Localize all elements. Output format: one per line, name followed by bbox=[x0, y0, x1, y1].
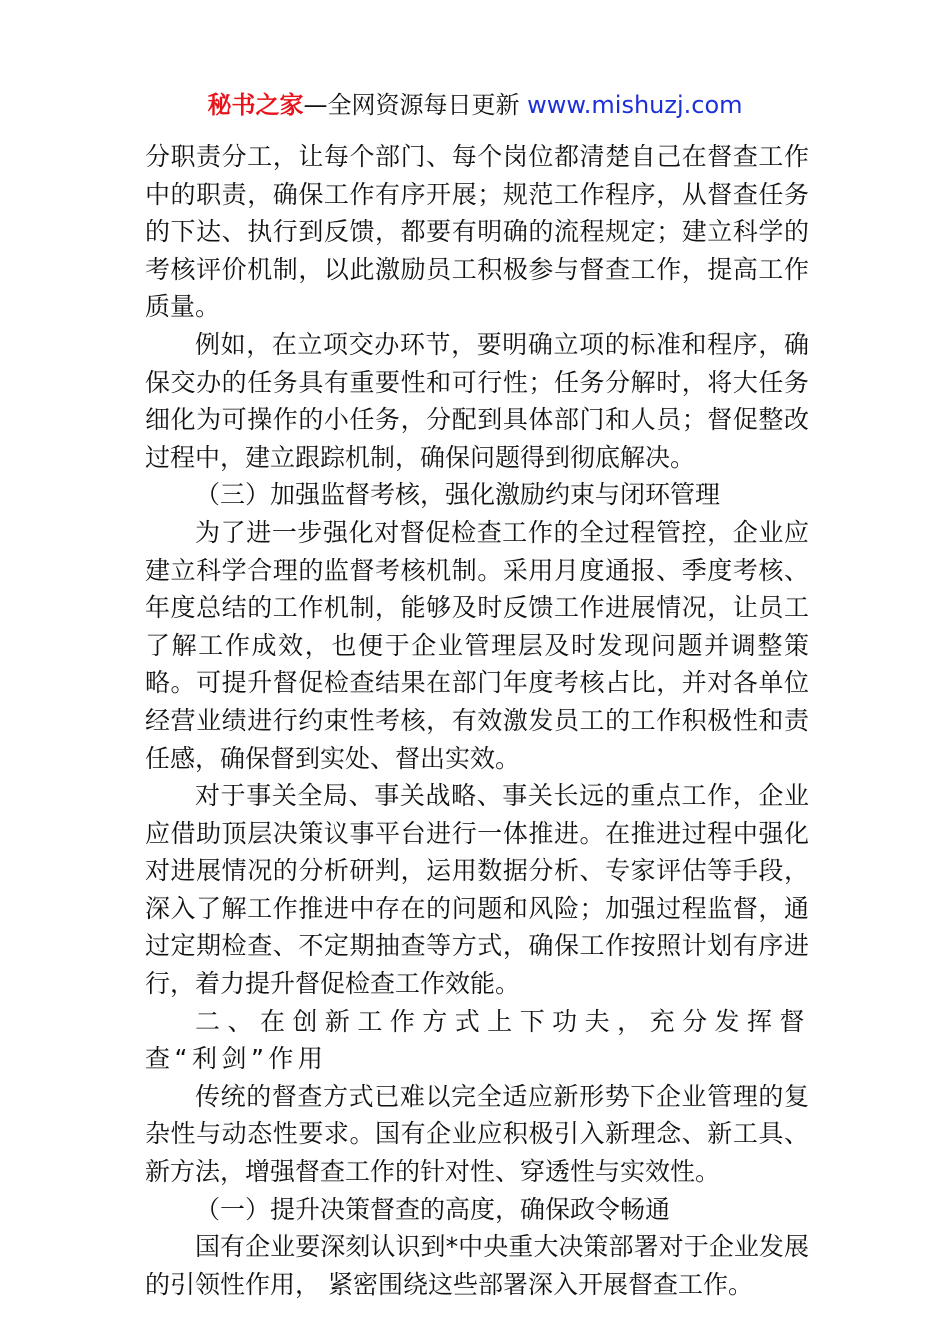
paragraph: 对于事关全局、事关战略、事关长远的重点工作，企业应借助顶层决策议事平台进行一体推进。在推进过程中强化对进展情况的分析研判，运用数据分析、专家评估等手段，深入了解工作推进中存在的问题和风险；加强过程监督，通过定期检查、不定期抽查等方式，确保工作按照计划有序进行，着力提升督促检查工作效能。 bbox=[145, 781, 809, 999]
document-body bbox=[145, 138, 809, 1303]
paragraph: 国有企业要深刻认识到*中央重大决策部署对于企业发展的引领性作用， 紧密围绕这些部署深入开展督查工作。 bbox=[145, 1232, 809, 1299]
chapter-heading: 二、在创新工作方式上下功夫，充分发挥督查“利剑”作用 bbox=[145, 1006, 809, 1074]
section-heading: （三）加强监督考核，强化激励约束与闭环管理 bbox=[195, 480, 721, 510]
paragraph: 传统的督查方式已难以完全适应新形势下企业管理的复杂性与动态性要求。国有企业应积极引入新理念、新工具、新方法，增强督查工作的针对性、穿透性与实效性。 bbox=[145, 1081, 809, 1187]
site-url[interactable]: www.mishuzj.com bbox=[527, 91, 743, 119]
paragraph: 例如，在立项交办环节，要明确立项的标准和程序，确保交办的任务具有重要性和可行性；任务分解时，将大任务细化为可操作的小任务，分配到具体部门和人员；督促整改过程中，建立跟踪机制，确保问题得到彻底解决。 bbox=[145, 329, 809, 472]
site-brand: 秘书之家 bbox=[207, 91, 304, 119]
section-heading: （一）提升决策督查的高度，确保政令畅通 bbox=[195, 1194, 671, 1224]
site-slogan: —全网资源每日更新 bbox=[303, 91, 528, 119]
paragraph: 为了进一步强化对督促检查工作的全过程管控，企业应建立科学合理的监督考核机制。采用月度通报、季度考核、年度总结的工作机制，能够及时反馈工作进展情况，让员工了解工作成效，也便于企业管理层及时发现问题并调整策略。可提升督促检查结果在部门年度考核占比，并对各单位经营业绩进行约束性考核，有效激发员工的工作积极性和责任感，确保督到实处、督出实效。 bbox=[145, 517, 809, 773]
paragraph: 分职责分工，让每个部门、每个岗位都清楚自己在督查工作中的职责，确保工作有序开展；规范工作程序，从督查任务的下达、执行到反馈，都要有明确的流程规定；建立科学的考核评价机制，以此激励员工积极参与督查工作，提高工作质量。 bbox=[145, 142, 809, 322]
site-header bbox=[0, 88, 950, 122]
